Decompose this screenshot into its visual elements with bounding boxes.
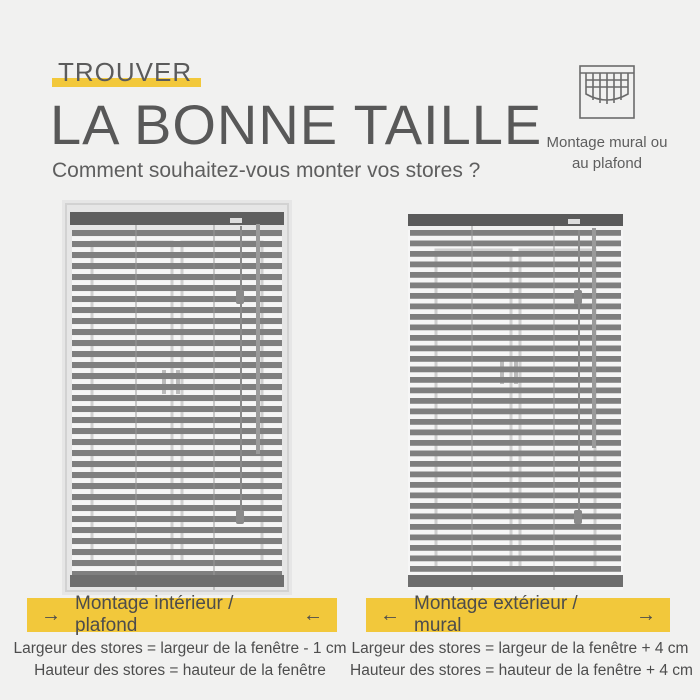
- blind-slat: [72, 560, 282, 566]
- interior-mount-blind-image: [62, 200, 292, 595]
- blind-slat: [410, 482, 621, 488]
- blind-slat: [72, 263, 282, 269]
- exterior-mount-text: Montage extérieur / mural: [414, 593, 578, 636]
- blind-slat: [410, 398, 621, 404]
- blind-slat: [410, 440, 621, 446]
- blind-slat: [72, 516, 282, 522]
- blind-slat: [72, 384, 282, 390]
- blind-slat: [72, 362, 282, 368]
- blind-slat: [410, 535, 621, 541]
- arrow-right-icon: →: [636, 603, 656, 626]
- blind-slat: [72, 285, 282, 291]
- blind-slat: [410, 419, 621, 425]
- blind-slat: [72, 395, 282, 401]
- blind-slat: [72, 461, 282, 467]
- blind-slat: [72, 450, 282, 456]
- blind-slat: [410, 251, 621, 257]
- blind-slat: [410, 241, 621, 247]
- mount-caption-line2: au plafond: [571, 155, 643, 172]
- blind-slat: [72, 340, 282, 346]
- blind-slat: [410, 335, 621, 341]
- blind-slat: [410, 556, 621, 562]
- blind-slat: [72, 483, 282, 489]
- blind-slat: [72, 428, 282, 434]
- blind-slat: [410, 545, 621, 551]
- blind-slat: [410, 272, 621, 278]
- blind-slat: [72, 527, 282, 533]
- blind-slat: [410, 230, 621, 236]
- page-subtitle: Comment souhaitez-vous monter vos stores ?: [52, 159, 481, 182]
- blind-slat: [410, 293, 621, 299]
- interior-formula: [10, 638, 350, 682]
- blind-slat: [410, 430, 621, 436]
- exterior-height-rule: Hauteur des stores = hauteur de la fenêtre + 4 cm: [350, 662, 693, 679]
- blind-slat: [72, 296, 282, 302]
- blind-slat: [410, 451, 621, 457]
- blind-slat: [72, 252, 282, 258]
- interior-mount-text: Montage intérieur / plafond: [75, 593, 234, 636]
- kicker-wrap: [52, 56, 192, 88]
- blind-slat: [72, 241, 282, 247]
- page-title: LA BONNE TAILLE: [50, 93, 543, 156]
- blind-slat: [410, 346, 621, 352]
- arrow-left-icon: ←: [303, 603, 323, 626]
- blind-slat: [410, 283, 621, 289]
- blind-slat: [410, 566, 621, 572]
- blind-slat: [410, 514, 621, 520]
- blind-slat: [72, 505, 282, 511]
- interior-mount-label: [27, 593, 337, 636]
- blind-slat: [410, 325, 621, 331]
- exterior-formula: [350, 638, 693, 682]
- blind-slat: [72, 472, 282, 478]
- blind-slat: [72, 307, 282, 313]
- mount-caption: [537, 132, 677, 174]
- blind-slat: [72, 406, 282, 412]
- blind-slat: [410, 461, 621, 467]
- blind-slat: [410, 524, 621, 530]
- blind-slat: [72, 373, 282, 379]
- blind-slat: [410, 377, 621, 383]
- arrow-right-icon: →: [41, 603, 61, 626]
- blind-slat: [410, 409, 621, 415]
- exterior-width-rule: Largeur des stores = largeur de la fenêtre + 4 cm: [351, 640, 689, 657]
- blind-slat: [72, 329, 282, 335]
- arrow-left-icon: ←: [380, 603, 400, 626]
- blind-slat: [410, 388, 621, 394]
- blind-slat: [410, 367, 621, 373]
- blind-slat: [72, 274, 282, 280]
- ceiling-wall-mount-icon: [578, 64, 636, 120]
- mount-caption-line1: Montage mural ou: [546, 134, 668, 151]
- blind-slat: [72, 439, 282, 445]
- blind-slat: [410, 493, 621, 499]
- interior-height-rule: Hauteur des stores = hauteur de la fenêtre: [34, 662, 326, 679]
- blind-slat: [72, 549, 282, 555]
- exterior-mount-blind-image: [408, 210, 623, 595]
- blind-slat: [410, 304, 621, 310]
- kicker-text: TROUVER: [58, 57, 193, 87]
- blind-slat: [410, 356, 621, 362]
- blind-slat: [410, 314, 621, 320]
- blind-slat: [410, 503, 621, 509]
- blind-slat: [72, 494, 282, 500]
- blind-slat: [72, 538, 282, 544]
- interior-width-rule: Largeur des stores = largeur de la fenêtre - 1 cm: [13, 640, 347, 657]
- blind-slat: [410, 472, 621, 478]
- blind-slat: [72, 351, 282, 357]
- blind-slat: [72, 318, 282, 324]
- blind-slat: [410, 262, 621, 268]
- blind-slat: [72, 417, 282, 423]
- exterior-mount-label: [366, 593, 670, 636]
- blind-slat: [72, 230, 282, 236]
